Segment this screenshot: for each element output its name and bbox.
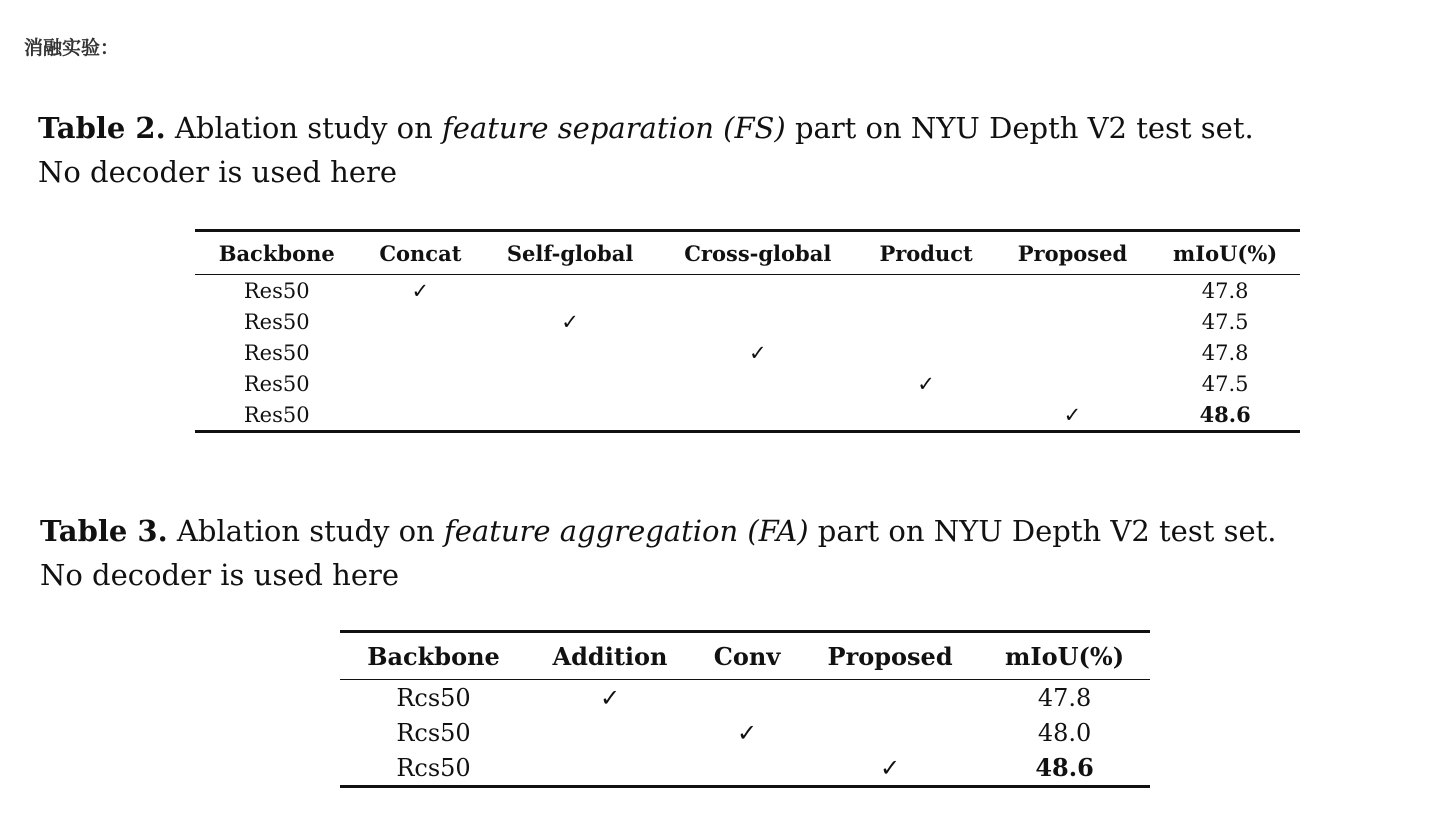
table-row (195, 306, 1300, 337)
backbone-cell: Res50 (243, 309, 310, 334)
check-cell (801, 750, 979, 787)
miou-cell: 47.8 (1037, 683, 1092, 712)
check-cell (482, 306, 658, 337)
miou-cell: 47.5 (1201, 309, 1249, 334)
check-cell (658, 337, 858, 368)
checkmark-icon: ✓ (736, 718, 758, 747)
table-row (340, 715, 1150, 750)
checkmark-icon: ✓ (1063, 402, 1082, 427)
backbone-cell: Res50 (243, 371, 310, 396)
check-cell (693, 750, 801, 787)
check-cell (527, 750, 693, 787)
checkmark-icon: ✓ (748, 340, 767, 365)
table-row (195, 337, 1300, 368)
check-cell (858, 306, 995, 337)
table3-caption-line2: No decoder is used here (40, 558, 400, 592)
check-cell (858, 275, 995, 307)
check-cell (358, 368, 482, 399)
table-row (195, 399, 1300, 432)
check-cell (995, 399, 1151, 432)
backbone-cell: Res50 (243, 340, 310, 365)
table2-caption (38, 106, 1254, 194)
table2-caption-italic: feature separation (FS) (442, 111, 786, 145)
check-cell (358, 337, 482, 368)
backbone-cell: Rcs50 (396, 718, 471, 747)
check-cell (482, 275, 658, 307)
table3-col-header: Addition (552, 641, 668, 671)
check-cell (858, 337, 995, 368)
miou-cell: 47.8 (1201, 340, 1249, 365)
table3-col-header: Conv (713, 641, 781, 671)
check-cell (995, 337, 1151, 368)
backbone-cell: Rcs50 (396, 753, 471, 782)
check-cell (527, 715, 693, 750)
check-cell (858, 368, 995, 399)
table3-col-header: Proposed (827, 641, 953, 671)
check-cell (482, 399, 658, 432)
check-cell (358, 306, 482, 337)
backbone-cell: Res50 (243, 278, 310, 303)
table2-caption-post: part on NYU Depth V2 test set. (785, 111, 1254, 145)
check-cell (658, 306, 858, 337)
table2-header-row (195, 231, 1300, 275)
check-cell (693, 715, 801, 750)
table-row (340, 680, 1150, 716)
check-cell (858, 399, 995, 432)
check-cell (482, 368, 658, 399)
check-cell (658, 368, 858, 399)
table-row (195, 275, 1300, 307)
table2-caption-line2: No decoder is used here (38, 155, 398, 189)
table2-col-header: Cross-global (684, 240, 832, 266)
check-cell (527, 680, 693, 716)
check-cell (358, 275, 482, 307)
table3-caption-italic: feature aggregation (FA) (444, 514, 809, 548)
table2-col-header: mIoU(%) (1173, 240, 1278, 266)
check-cell (995, 275, 1151, 307)
table3-col-header: mIoU(%) (1005, 641, 1125, 671)
table-row (340, 750, 1150, 787)
check-cell (358, 399, 482, 432)
table-row (195, 368, 1300, 399)
miou-cell: 48.6 (1035, 753, 1094, 782)
section-heading: 消融实验： (24, 37, 120, 59)
check-cell (995, 306, 1151, 337)
backbone-cell: Res50 (243, 402, 310, 427)
table3-caption-pre: Ablation study on (167, 514, 445, 548)
table2-fs-ablation (195, 229, 1300, 433)
table2-col-header: Proposed (1017, 240, 1128, 266)
table2-col-header: Concat (379, 240, 462, 266)
table2-caption-label: Table 2. (38, 111, 166, 145)
checkmark-icon: ✓ (917, 371, 935, 396)
table2-caption-pre: Ablation study on (165, 111, 443, 145)
table3-header-row (340, 632, 1150, 680)
miou-cell: 48.6 (1199, 402, 1251, 427)
table2-col-header: Self-global (506, 240, 634, 266)
checkmark-icon: ✓ (561, 309, 579, 334)
check-cell (995, 368, 1151, 399)
checkmark-icon: ✓ (411, 278, 430, 303)
table2-body (195, 275, 1300, 432)
miou-cell: 48.0 (1037, 718, 1092, 747)
table3-caption-post: part on NYU Depth V2 test set. (808, 514, 1277, 548)
miou-cell: 47.5 (1201, 371, 1249, 396)
check-cell (693, 680, 801, 716)
check-cell (801, 715, 979, 750)
table3-body (340, 680, 1150, 787)
table3-col-header: Backbone (367, 641, 500, 671)
checkmark-icon: ✓ (599, 683, 621, 712)
check-cell (658, 275, 858, 307)
table3-fa-ablation (340, 630, 1150, 788)
table2-col-header: Backbone (218, 240, 335, 266)
checkmark-icon: ✓ (880, 753, 901, 782)
check-cell (801, 680, 979, 716)
table3-caption-label: Table 3. (40, 514, 168, 548)
check-cell (658, 399, 858, 432)
table3-caption (40, 509, 1277, 597)
miou-cell: 47.8 (1201, 278, 1249, 303)
table2-col-header: Product (879, 240, 973, 266)
check-cell (482, 337, 658, 368)
backbone-cell: Rcs50 (396, 683, 471, 712)
